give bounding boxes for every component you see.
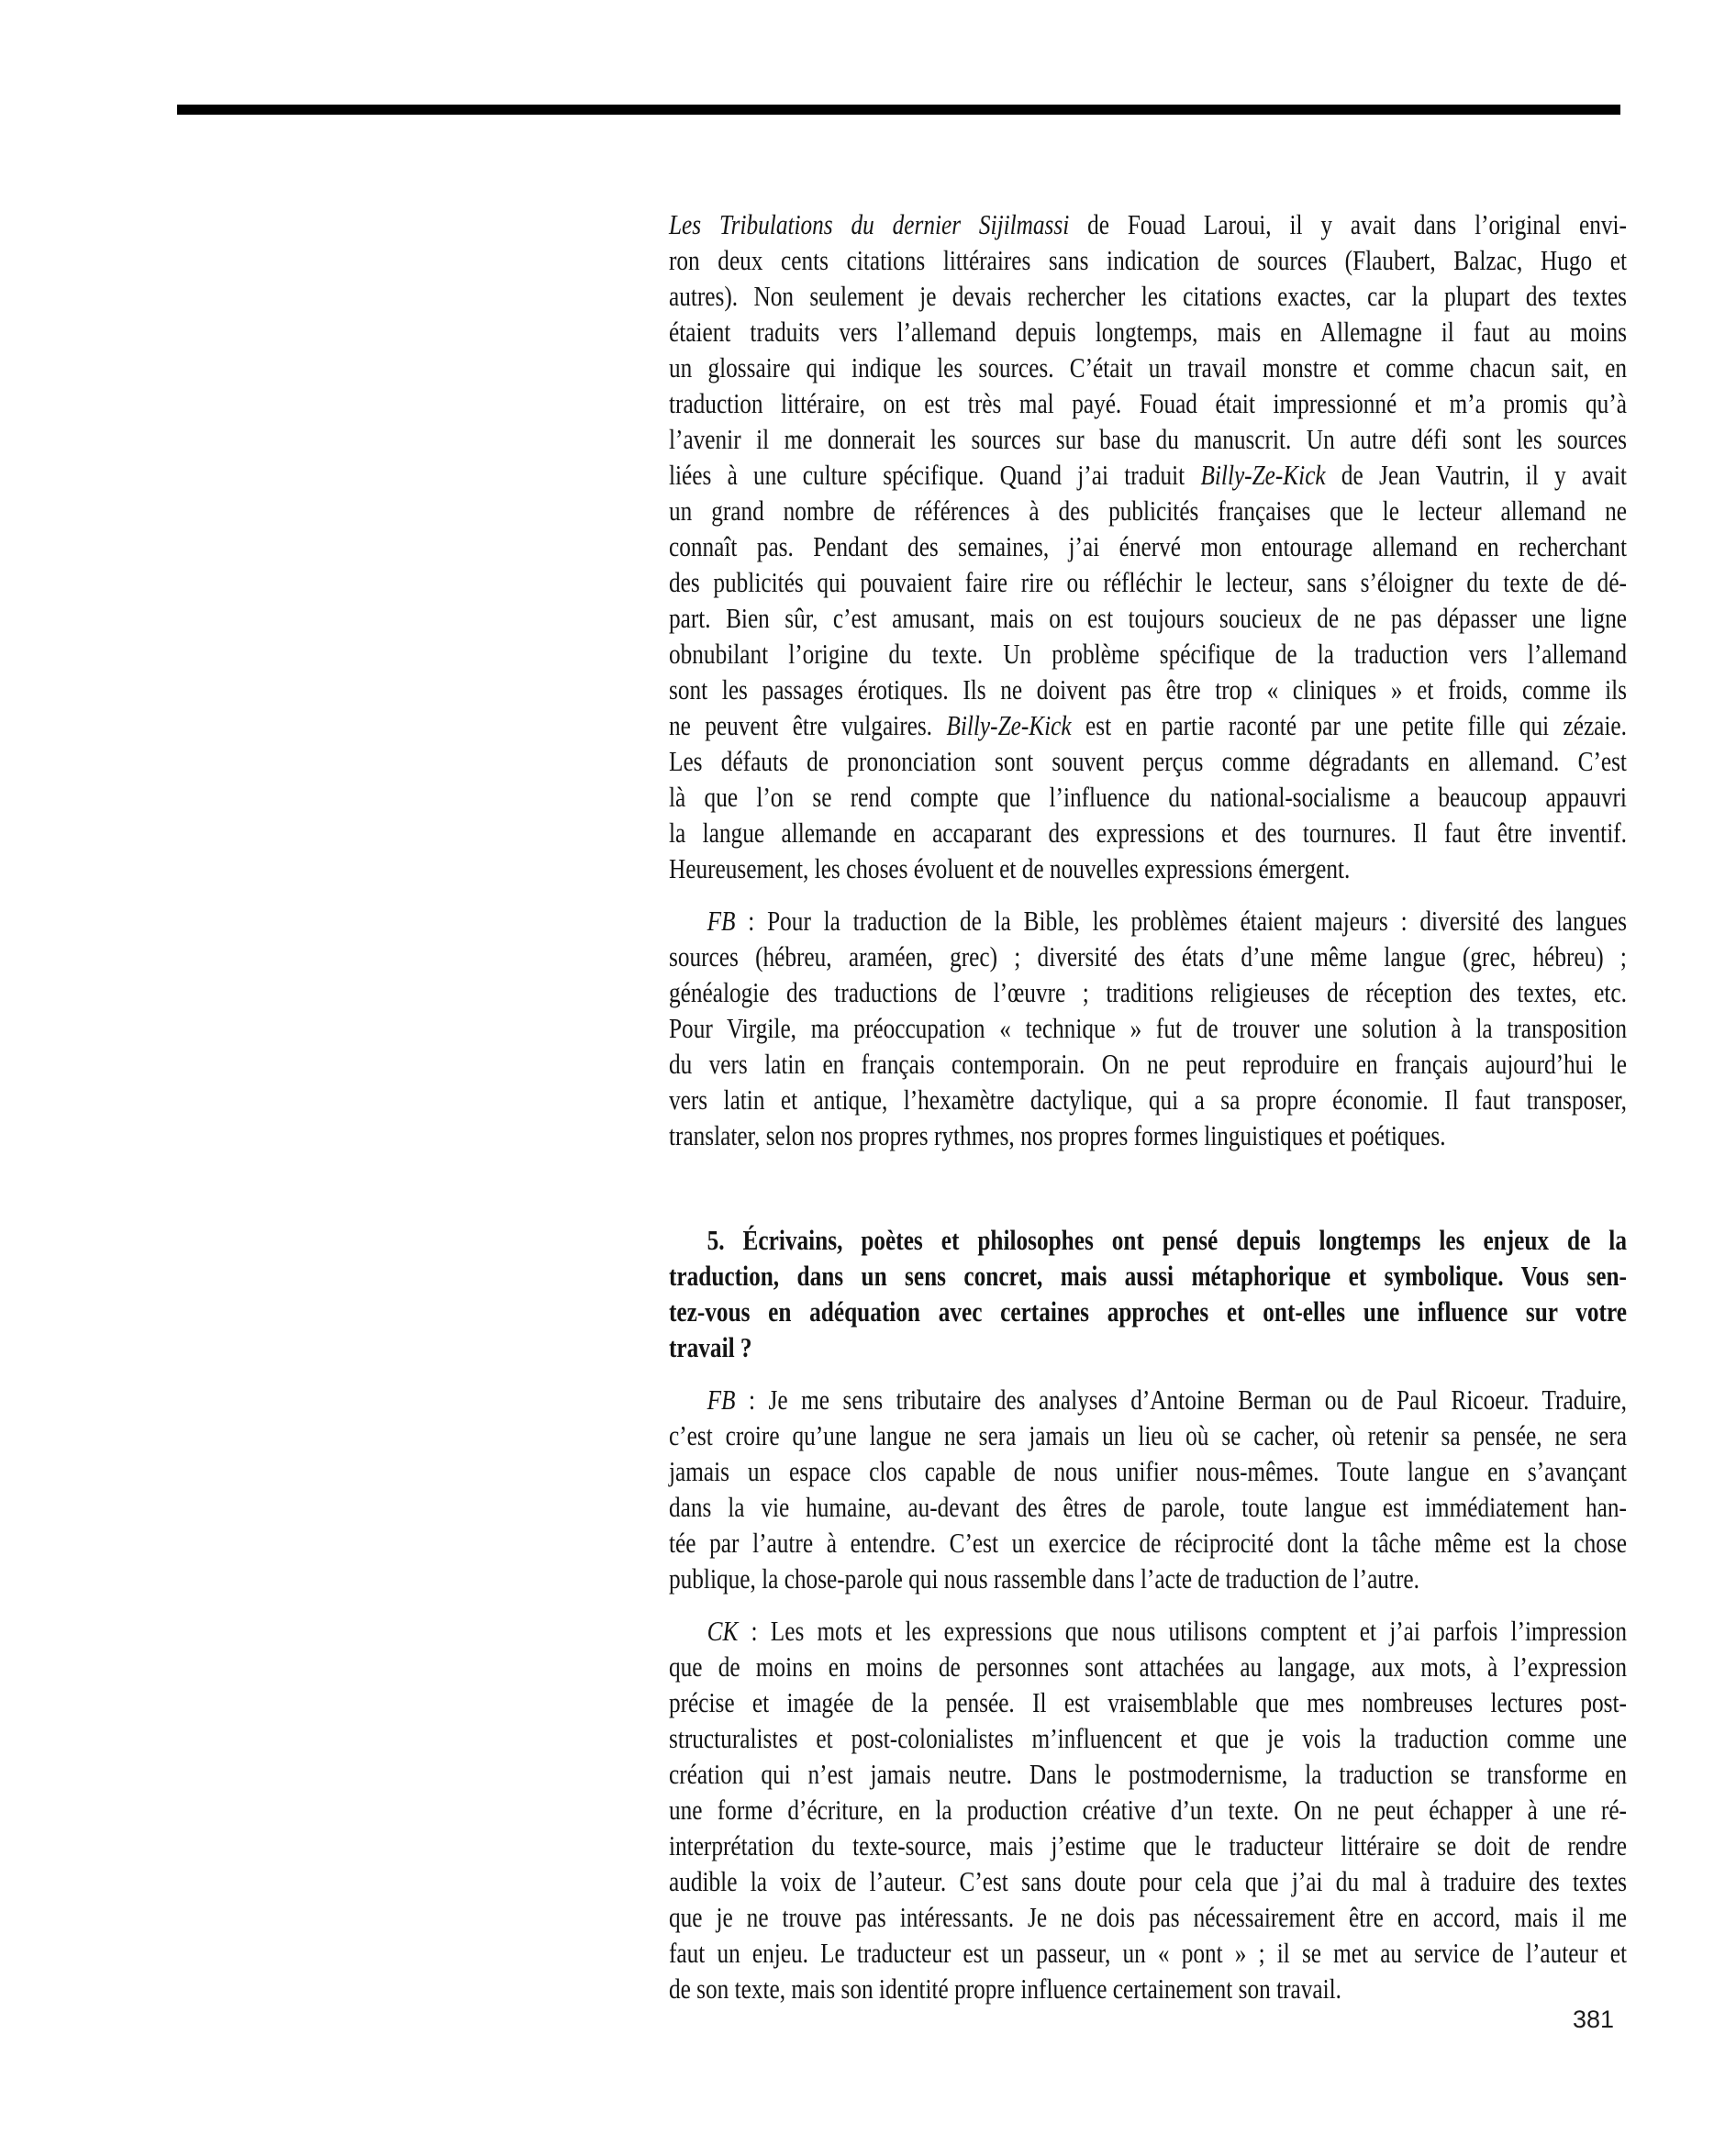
text-line — [669, 242, 1627, 278]
text-segment: : Les mots et les expressions que nous utilisons comptent et j’ai parfois l’impression — [738, 1615, 1627, 1647]
text-segment: audible la voix de l’auteur. C’est sans doute pour cela que j’ai du mal à traduire des textes — [669, 1865, 1627, 1897]
text-line — [669, 1382, 1627, 1417]
text-segment: que de moins en moins de personnes sont attachées au langage, aux mots, à l’expression — [669, 1650, 1627, 1683]
text-segment: étaient traduits vers l’allemand depuis longtemps, mais en Allemagne il faut au moins — [669, 316, 1627, 348]
text-line — [669, 707, 1627, 743]
text-line — [669, 1294, 1627, 1329]
text-line — [669, 1010, 1627, 1046]
text-line — [669, 385, 1627, 421]
text-segment: ne peuvent être vulgaires. — [669, 709, 947, 741]
text-segment: l’avenir il me donnerait les sources sur base du manuscrit. Un autre défi sont les sources — [669, 423, 1627, 455]
text-line — [669, 1792, 1627, 1828]
text-line — [669, 421, 1627, 457]
text-segment: travail ? — [669, 1331, 752, 1363]
text-line — [669, 1417, 1627, 1453]
text-segment: un glossaire qui indique les sources. C’était un travail monstre et comme chacun sait, en — [669, 351, 1627, 383]
text-line — [669, 1613, 1627, 1649]
text-line — [669, 1720, 1627, 1756]
text-segment: de son texte, mais son identité propre influence certainement son travail. — [669, 1973, 1341, 2005]
italic-text: CK — [707, 1615, 739, 1647]
text-line — [669, 1935, 1627, 1971]
text-segment: jamais un espace clos capable de nous unifier nous-mêmes. Toute langue en s’avançant — [669, 1455, 1627, 1487]
paragraph-fb-berman — [669, 1382, 1627, 1596]
text-line — [669, 278, 1627, 314]
text-segment: obnubilant l’origine du texte. Un problème spécifique de la traduction vers l’allemand — [669, 638, 1627, 670]
text-segment: la langue allemande en accaparant des expressions et des tournures. Il faut être inventif. — [669, 817, 1627, 849]
text-line — [669, 528, 1627, 564]
text-line — [669, 1489, 1627, 1525]
italic-text: FB — [707, 905, 736, 937]
text-line — [669, 636, 1627, 672]
text-segment: connaît pas. Pendant des semaines, j’ai énervé mon entourage allemand en recherchant — [669, 530, 1627, 562]
italic-text: Billy-Ze-Kick — [1200, 459, 1326, 491]
text-line — [669, 1222, 1627, 1258]
text-segment: interprétation du texte-source, mais j’estime que le traducteur littéraire se doit de rendre — [669, 1829, 1627, 1861]
text-line — [669, 903, 1627, 939]
text-segment: publique, la chose-parole qui nous rassemble dans l’acte de traduction de l’autre. — [669, 1562, 1419, 1595]
text-segment: de Jean Vautrin, il y avait — [1325, 459, 1627, 491]
text-segment: dans la vie humaine, au-devant des êtres de parole, toute langue est immédiatement han- — [669, 1491, 1627, 1523]
text-segment: structuralistes et post-colonialistes m’influencent et que je vois la traduction comme une — [669, 1722, 1627, 1754]
text-segment: tez-vous en adéquation avec certaines approches et ont-elles une influence sur votre — [669, 1295, 1627, 1328]
text-line — [669, 1046, 1627, 1082]
text-segment: traduction, dans un sens concret, mais aussi métaphorique et symbolique. Vous sen- — [669, 1260, 1627, 1292]
text-segment: Pour Virgile, ma préoccupation « technique » fut de trouver une solution à la transposition — [669, 1012, 1627, 1044]
text-segment: faut un enjeu. Le traducteur est un passeur, un « pont » ; il se met au service de l’auteur et — [669, 1937, 1627, 1969]
text-line — [669, 1684, 1627, 1720]
text-line — [669, 1258, 1627, 1294]
text-line — [669, 1082, 1627, 1117]
text-line — [669, 743, 1627, 779]
italic-text: Billy-Ze-Kick — [946, 709, 1072, 741]
chapter-rule — [177, 105, 1620, 115]
text-segment: part. Bien sûr, c’est amusant, mais on est toujours soucieux de ne pas dépasser une ligne — [669, 602, 1627, 634]
text-segment: que je ne trouve pas intéressants. Je ne dois pas nécessairement être en accord, mais il me — [669, 1901, 1627, 1933]
text-block — [669, 206, 1627, 2006]
text-segment: là que l’on se rend compte que l’influence du national-socialisme a beaucoup appauvri — [669, 781, 1627, 813]
text-line — [669, 457, 1627, 493]
text-line — [669, 1971, 1627, 2006]
text-segment: : Pour la traduction de la Bible, les problèmes étaient majeurs : diversité des langues — [735, 905, 1627, 937]
text-line — [669, 1561, 1627, 1596]
text-segment: création qui n’est jamais neutre. Dans le postmodernisme, la traduction se transforme en — [669, 1758, 1627, 1790]
text-line — [669, 206, 1627, 242]
text-line — [669, 1828, 1627, 1863]
text-line — [669, 1756, 1627, 1792]
text-segment: autres). Non seulement je devais rechercher les citations exactes, car la plupart des textes — [669, 280, 1627, 312]
text-line — [669, 779, 1627, 815]
text-line — [669, 1863, 1627, 1899]
text-segment: une forme d’écriture, en la production créative d’un texte. On ne peut échapper à une ré- — [669, 1794, 1627, 1826]
text-segment: du vers latin en français contemporain. On ne peut reproduire en français aujourd’hui le — [669, 1048, 1627, 1080]
page-number: 381 — [1572, 2006, 1614, 2033]
text-segment: ron deux cents citations littéraires sans indication de sources (Flaubert, Balzac, Hugo et — [669, 244, 1627, 276]
text-line — [669, 350, 1627, 385]
paragraph-continuation — [669, 206, 1627, 886]
text-line — [669, 1453, 1627, 1489]
text-line — [669, 1899, 1627, 1935]
text-segment: tée par l’autre à entendre. C’est un exercice de réciprocité dont la tâche même est la chose — [669, 1527, 1627, 1559]
text-segment: généalogie des traductions de l’œuvre ; traditions religieuses de réception des textes, etc. — [669, 976, 1627, 1008]
text-line — [669, 1649, 1627, 1684]
text-segment: sources (hébreu, araméen, grec) ; diversité des états d’une même langue (grec, hébreu) ; — [669, 940, 1627, 972]
text-segment: Les défauts de prononciation sont souvent perçus comme dégradants en allemand. C’est — [669, 745, 1627, 777]
text-segment: des publicités qui pouvaient faire rire ou réfléchir le lecteur, sans s’éloigner du texte de dé- — [669, 566, 1627, 598]
text-line — [669, 493, 1627, 528]
text-line — [669, 600, 1627, 636]
italic-text: FB — [707, 1384, 736, 1416]
text-line — [669, 815, 1627, 850]
text-segment: de Fouad Laroui, il y avait dans l’original envi- — [1069, 208, 1627, 240]
text-line — [669, 1117, 1627, 1153]
paragraph-ck-mots — [669, 1613, 1627, 2006]
text-segment: 5. Écrivains, poètes et philosophes ont pensé depuis longtemps les enjeux de la — [707, 1224, 1627, 1256]
text-segment: est en partie raconté par une petite fille qui zézaie. — [1071, 709, 1627, 741]
text-segment: un grand nombre de références à des publicités françaises que le lecteur allemand ne — [669, 495, 1627, 527]
text-line — [669, 1329, 1627, 1365]
text-segment: liées à une culture spécifique. Quand j’ai traduit — [669, 459, 1201, 491]
text-line — [669, 939, 1627, 974]
text-line — [669, 850, 1627, 886]
text-segment: précise et imagée de la pensée. Il est vraisemblable que mes nombreuses lectures post- — [669, 1686, 1627, 1718]
text-segment: translater, selon nos propres rythmes, nos propres formes linguistiques et poétiques. — [669, 1119, 1446, 1151]
paragraph-fb-bible — [669, 903, 1627, 1153]
text-line — [669, 314, 1627, 350]
text-line — [669, 974, 1627, 1010]
text-line — [669, 1525, 1627, 1561]
text-segment: Heureusement, les choses évoluent et de nouvelles expressions émergent. — [669, 852, 1351, 884]
text-segment: vers latin et antique, l’hexamètre dactylique, qui a sa propre économie. Il faut transposer, — [669, 1084, 1627, 1116]
italic-text: Les Tribulations du dernier Sijilmassi — [669, 208, 1070, 240]
text-segment: traduction littéraire, on est très mal payé. Fouad était impressionné et m’a promis qu’à — [669, 387, 1627, 419]
text-segment: : Je me sens tributaire des analyses d’Antoine Berman ou de Paul Ricoeur. Traduire, — [735, 1384, 1627, 1416]
text-segment: c’est croire qu’une langue ne sera jamais un lieu où se cacher, où retenir sa pensée, ne sera — [669, 1419, 1627, 1451]
text-segment: sont les passages érotiques. Ils ne doivent pas être trop « cliniques » et froids, comme ils — [669, 673, 1627, 706]
text-line — [669, 564, 1627, 600]
paragraph-question-5 — [669, 1222, 1627, 1365]
text-line — [669, 672, 1627, 707]
